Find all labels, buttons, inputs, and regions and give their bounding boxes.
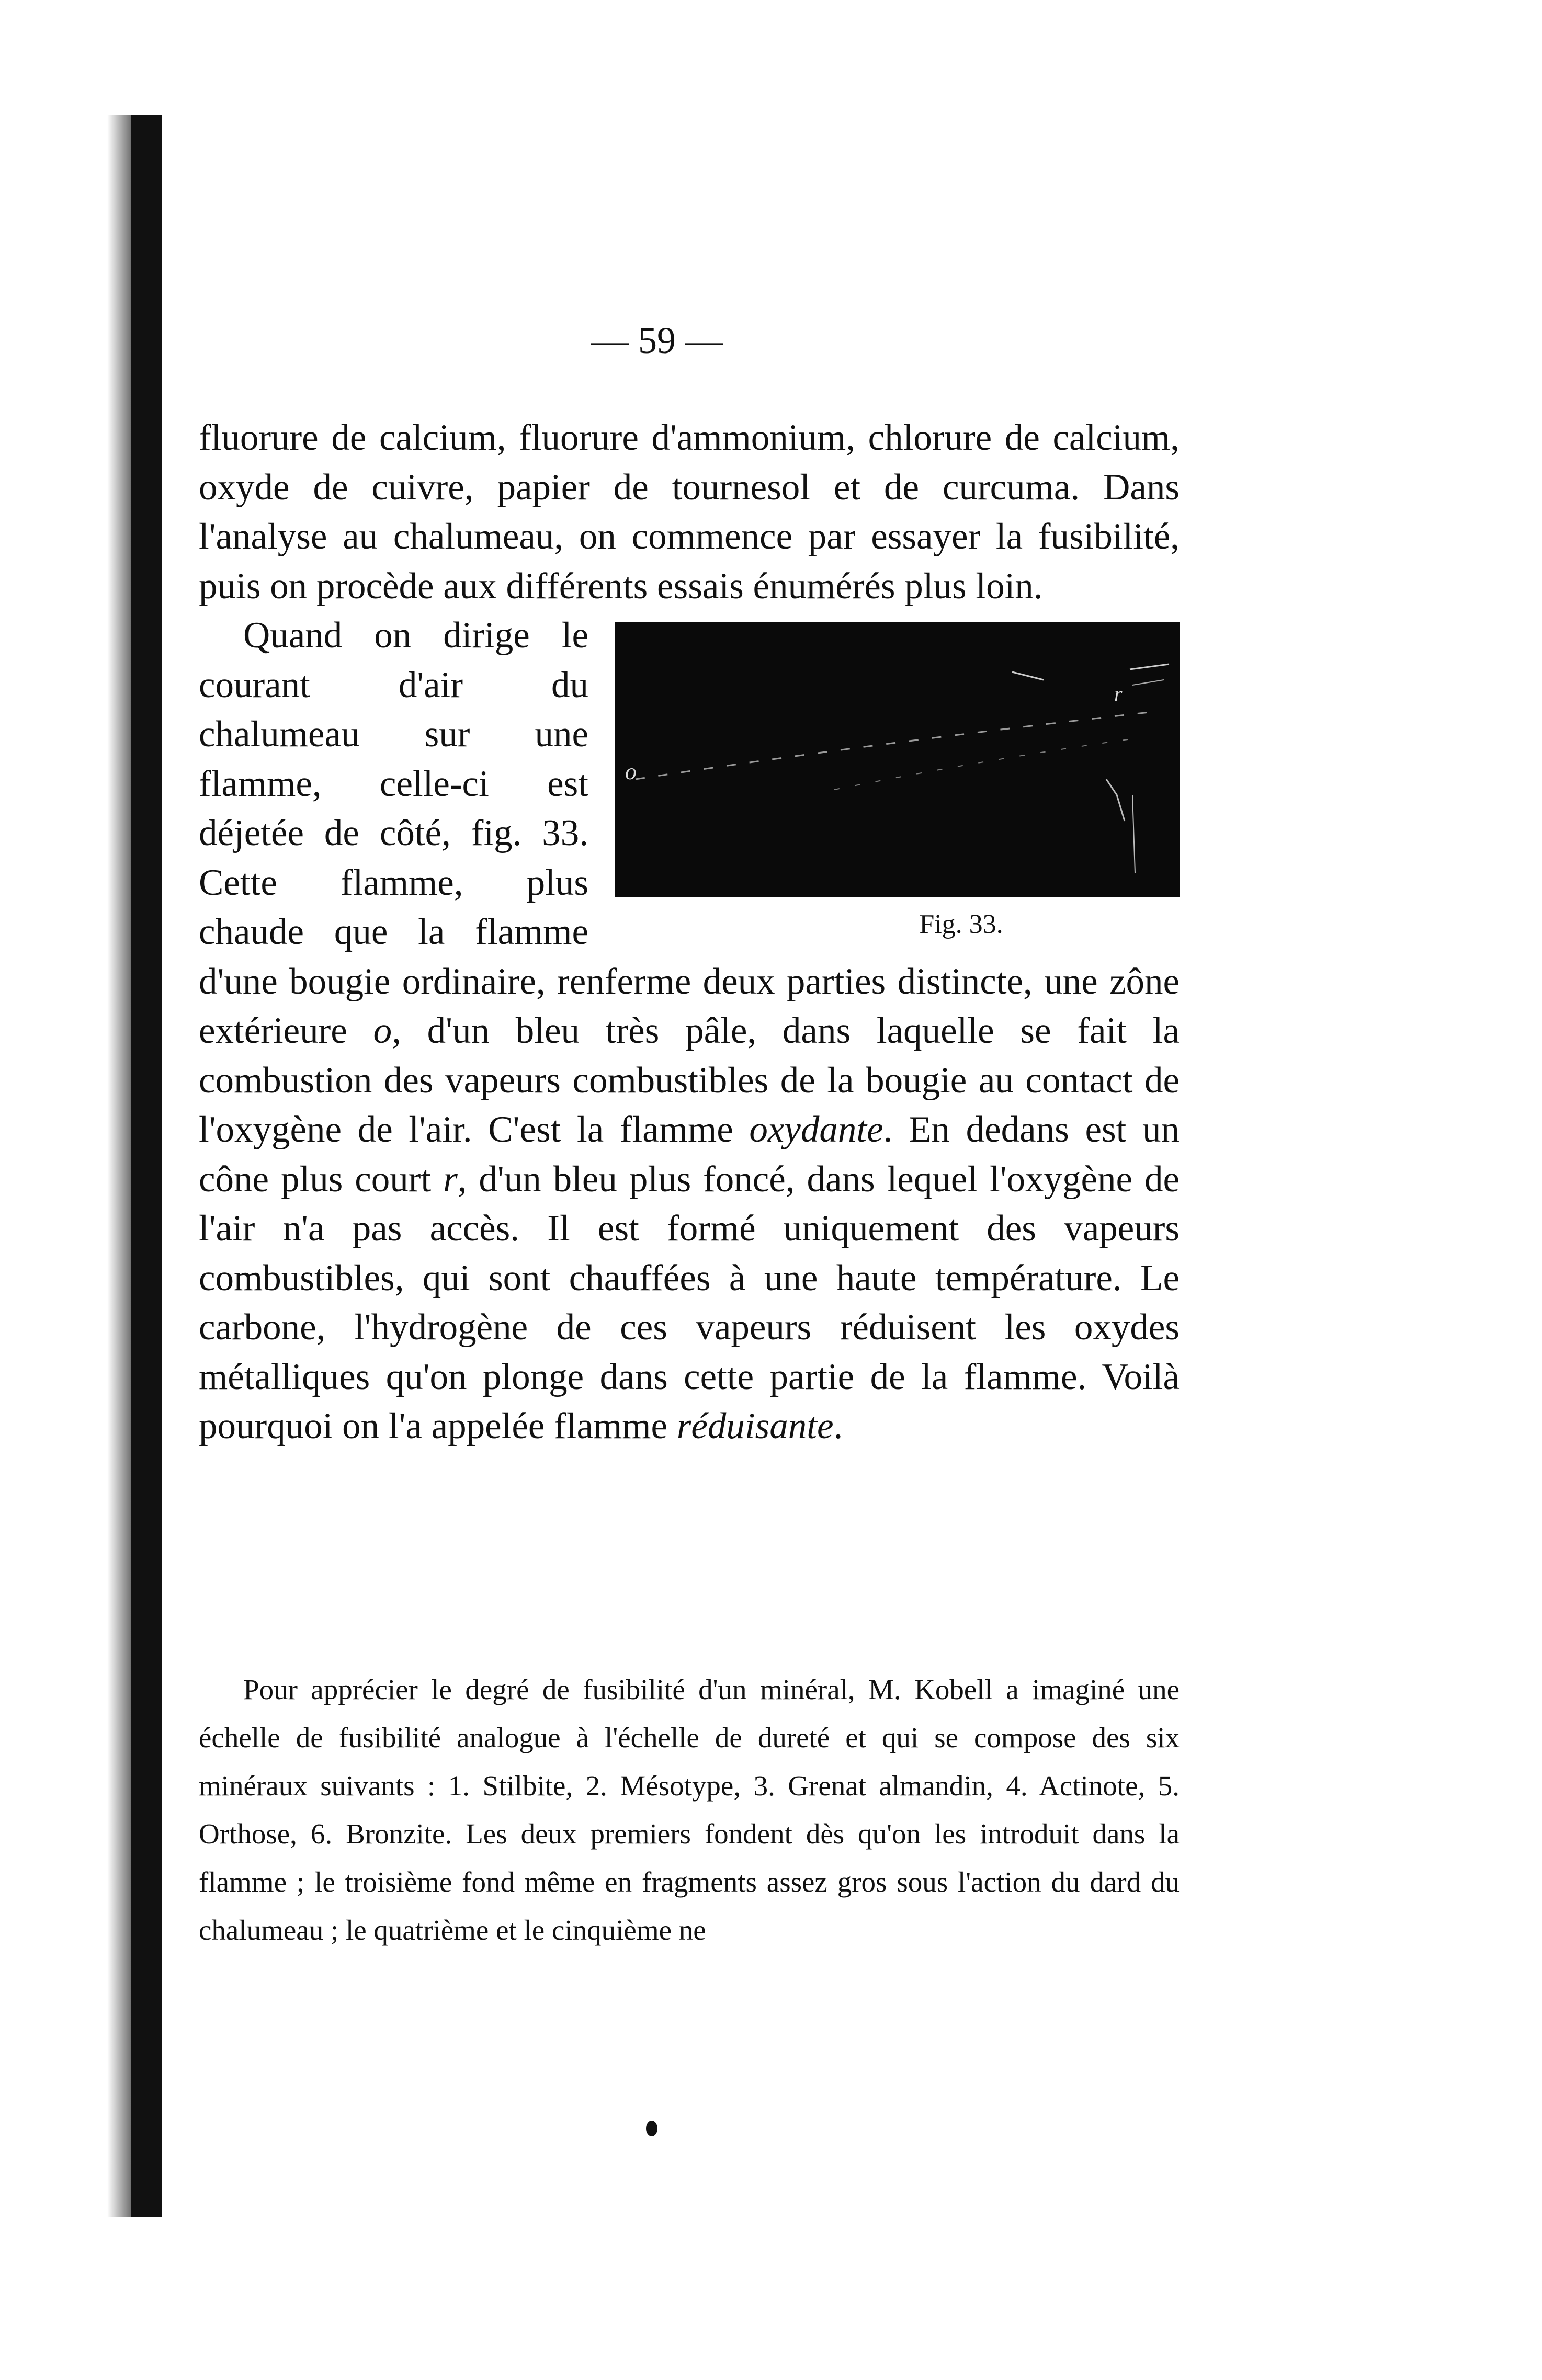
main-text	[199, 413, 1180, 1451]
figure-label-o: o	[625, 759, 637, 784]
flame-figure	[615, 622, 1180, 897]
paragraph-2	[199, 611, 1180, 1451]
paragraph-2-lead: Quand on dirige le courant d'air du chalumeau sur une flamme, celle-ci est déjetée de côté, fig. 33. Cette flamme, plus chaude que la flamme d'une bougie ordinaire, renferme deux parties distincte, une zône extérieure	[199, 615, 1180, 1051]
page-number: — 59 —	[591, 320, 723, 361]
paragraph-2-mid2: . En dedans est un cône plus court	[199, 1109, 1180, 1200]
term-r: r	[443, 1158, 458, 1200]
figure-caption: Fig. 33.	[919, 909, 1003, 939]
term-oxydante: oxydante	[749, 1109, 883, 1150]
paragraph-1: fluorure de calcium, fluorure d'ammonium, chlorure de calcium, oxyde de cuivre, papier de tournesol et de curcuma. Dans l'analyse au chalumeau, on commence par essayer la fusibilité, puis on procède aux différents essais énumérés plus loin.	[199, 417, 1180, 607]
term-reduisante: réduisante	[676, 1406, 834, 1447]
paragraph-2-tail: , d'un bleu plus foncé, dans lequel l'oxygène de l'air n'a pas accès. Il est formé uniquement des vapeurs combustibles, qui sont chauffées à une haute température. Le carbone, l'hydrogène de ces vapeurs réduisent les oxydes métalliques qu'on plonge dans cette partie de la flamme. Voilà pourquoi on l'a appelée flamme	[199, 1158, 1180, 1447]
figure-label-r: r	[1114, 682, 1123, 705]
paragraph-2-mid1: , d'un bleu très pâle, dans laquelle se fait la combustion des vapeurs combustibles de la bougie au contact de l'oxygène de l'air. C'est la flamme	[199, 1010, 1180, 1150]
ink-speck	[646, 2121, 657, 2136]
binding-shadow	[107, 115, 131, 2217]
footnote-text: Pour apprécier le degré de fusibilité d'un minéral, M. Kobell a imaginé une échelle de fusibilité analogue à l'échelle de dureté et qui se compose des six minéraux suivants : 1. Stilbite, 2. Mésotype, 3. Grenat almandin, 4. Actinote, 5. Orthose, 6. Bronzite. Les deux premiers fondent dès qu'on les introduit dans la flamme ; le troisième fond même en fragments assez gros sous l'action du dard du chalumeau ; le quatrième et le cinquième ne	[199, 1673, 1180, 1946]
paragraph-2-end: .	[833, 1406, 843, 1447]
page-binding-edge	[131, 115, 162, 2217]
footnote	[199, 1666, 1180, 1954]
figure-33	[615, 622, 1180, 938]
term-o: o	[373, 1010, 392, 1051]
